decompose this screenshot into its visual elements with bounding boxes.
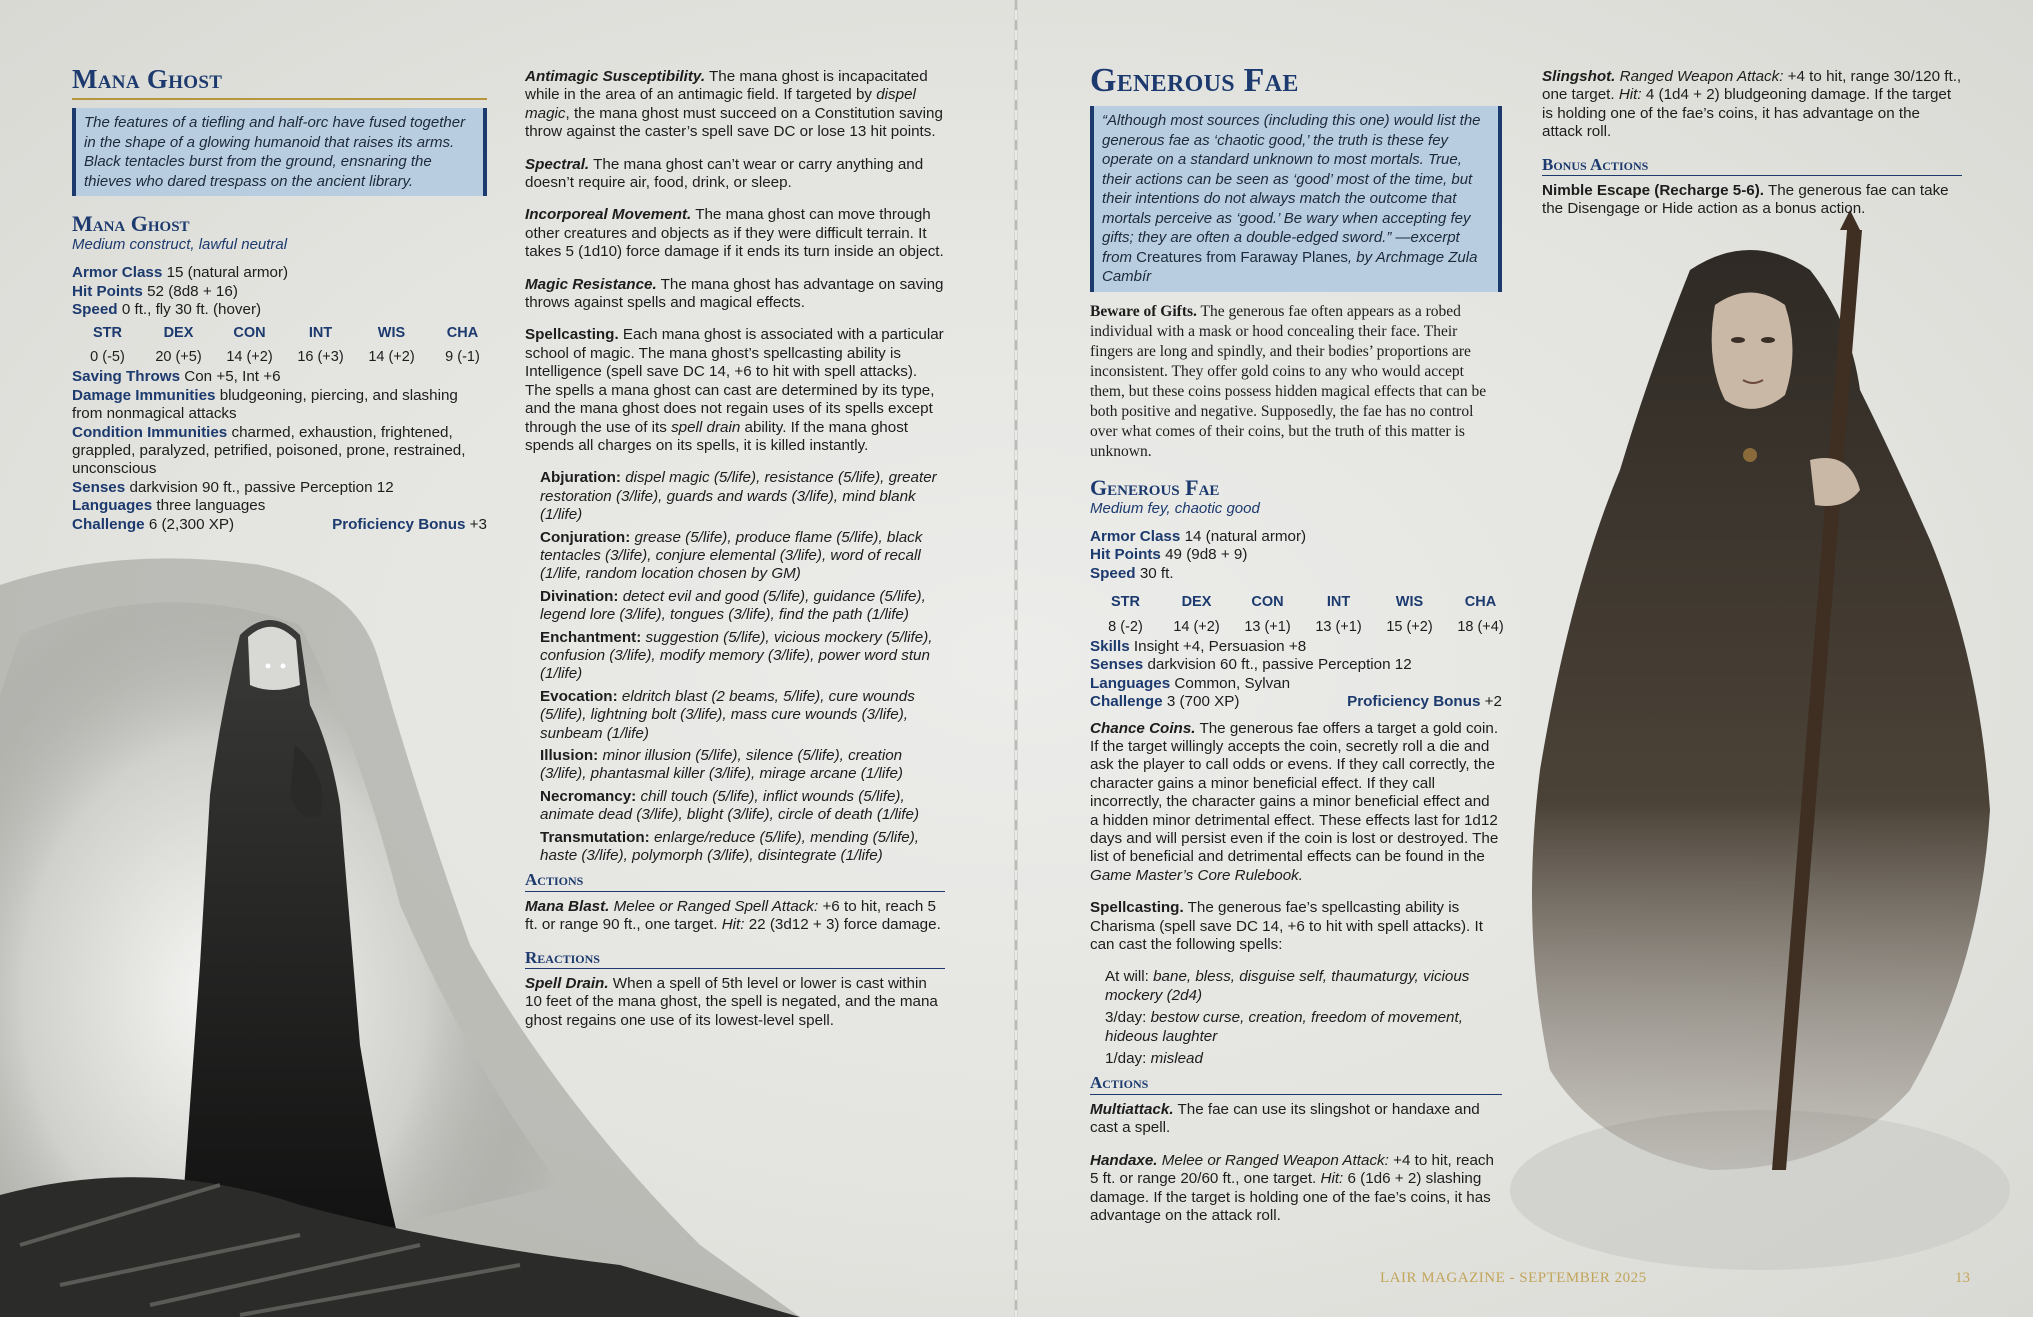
mana-ghost-column-2	[525, 68, 945, 1044]
trait-incorporeal: Incorporeal Movement. The mana ghost can move through other creatures and objects as if they were difficult terrain. It takes 5 (1d10) force damage if it ends its turn inside an object.	[525, 206, 944, 261]
section-bonus-actions: Bonus Actions	[1542, 156, 1962, 176]
ability-key: INT	[308, 324, 333, 341]
spell-school: Necromancy: chill touch (5/life), inflict wounds (5/life), animate dead (3/life), blight (3/life), circle of death (1/life)	[540, 787, 920, 824]
stat-senses: Senses darkvision 60 ft., passive Perception 12	[1090, 656, 1412, 674]
ability-key: WIS	[1395, 594, 1424, 611]
spell-school: Divination: detect evil and good (5/life), guidance (5/life), legend lore (3/life), tongues (3/life), find the path (1/life)	[540, 587, 926, 624]
page-title-mana-ghost: Mana Ghost	[72, 64, 223, 94]
stat-speed: Speed 30 ft.	[1090, 564, 1174, 582]
stat-armor-class: Armor Class 15 (natural armor)	[72, 264, 289, 282]
action-handaxe: Handaxe. Melee or Ranged Weapon Attack: +4 to hit, reach 5 ft. or range 20/60 ft., one target. Hit: 6 (1d6 + 2) slashing damage. If the target is holding one of the fae’s coins, it has advantage on the attack roll.	[1090, 1151, 1494, 1224]
ability-value: 8 (-2)	[1108, 618, 1143, 635]
reaction-spell-drain: Spell Drain. When a spell of 5th level or lower is cast within 10 feet of the mana ghost, the spell is negated, and the mana ghost regains one use of its lowest-level spell.	[525, 975, 938, 1029]
trait-magic-resistance: Magic Resistance. The mana ghost has advantage on saving throws against spells and magical effects.	[525, 275, 944, 312]
flavor-box: The features of a tiefling and half-orc have fused together in the shape of a glowing humanoid that raises its arms. Black tentacles burst from the ground, ensnaring the thieves who dared trespass on the ancient library.	[72, 108, 487, 196]
ability-value: 13 (+1)	[1244, 618, 1291, 635]
trait-antimagic: Antimagic Susceptibility. The mana ghost is incapacitated while in the area of an antimagic field. If targeted by dispel magic, the mana ghost must succeed on a Constitution saving throw against the caster’s spell save DC or lose 13 hit points.	[525, 68, 943, 141]
title-rule	[72, 98, 487, 100]
statblock-type: Medium fey, chaotic good	[1090, 499, 1260, 517]
stat-languages: Languages Common, Sylvan	[1090, 674, 1291, 692]
trait-spellcasting: Spellcasting. Each mana ghost is associated with a particular school of magic. The mana ghost’s spellcasting ability is Intelligence (spell save DC 14, +6 to hit with spell attacks). The spells a mana ghost can cast are determined by its type, and the mana ghost does not regain uses of its spells except through the use of its spell drain ability. If the mana ghost spends all charges on its spells, it is killed instantly.	[525, 326, 944, 454]
stat-condition-immunities: Condition Immunities charmed, exhaustion, frightened, grappled, paralyzed, petrified, poisoned, prone, restrained, unconscious	[72, 423, 466, 478]
generous-fae-column-2	[1542, 68, 1962, 233]
ability-key: WIS	[377, 324, 406, 341]
spell-school: Transmutation: enlarge/reduce (5/life), mending (5/life), haste (3/life), polymorph (3/life), disintegrate (1/life)	[540, 828, 920, 865]
ability-key: CON	[1251, 594, 1284, 611]
stat-challenge: Challenge 3 (700 XP) Proficiency Bonus +2	[1090, 693, 1502, 711]
page-number: 13	[1955, 1270, 1970, 1286]
ability-key: CHA	[1464, 594, 1497, 611]
ability-value: 20 (+5)	[155, 349, 202, 366]
statblock-type: Medium construct, lawful neutral	[72, 236, 288, 253]
ability-value: 13 (+1)	[1315, 618, 1362, 635]
spell-school: Illusion: minor illusion (5/life), silence (5/life), creation (3/life), phantasmal killer (3/life), mirage arcane (1/life)	[540, 747, 903, 783]
ability-value: 14 (+2)	[368, 349, 415, 366]
ability-value: 14 (+2)	[226, 349, 273, 366]
spell-3-per-day: 3/day: bestow curse, creation, freedom of movement, hideous laughter	[1105, 1009, 1463, 1045]
generous-fae-illustration	[1510, 210, 2010, 1270]
ability-value: 18 (+4)	[1457, 618, 1504, 635]
stat-hit-points: Hit Points 52 (8d8 + 16)	[72, 282, 238, 300]
ability-value: 9 (-1)	[445, 349, 480, 366]
ability-key: CHA	[446, 324, 479, 341]
spell-school: Evocation: eldritch blast (2 beams, 5/life), cure wounds (5/life), lightning bolt (3/life), mass cure wounds (3/life), sunbeam (1/life)	[540, 687, 915, 742]
spell-1-per-day: 1/day: mislead	[1105, 1050, 1203, 1068]
stat-speed: Speed 0 ft., fly 30 ft. (hover)	[72, 301, 262, 319]
trait-chance-coins: Chance Coins. The generous fae offers a target a gold coin. If the target willingly accepts the coin, secretly roll a die and ask the player to call odds or evens. If they call correctly, the character gains a minor beneficial effect. If they call incorrectly, the character gains a minor beneficial effect and a hidden minor detrimental effect. These effects last for 1d12 days and will persist even if the coin is lost or destroyed. The list of beneficial and detrimental effects can be found in the Game Master’s Core Rulebook.	[1090, 719, 1499, 884]
ability-value: 0 (-5)	[90, 349, 125, 366]
trait-spectral: Spectral. The mana ghost can’t wear or carry anything and doesn’t require air, food, drink, or sleep.	[525, 155, 924, 192]
ability-key: DEX	[163, 324, 194, 341]
ability-value: 14 (+2)	[1173, 618, 1220, 635]
ability-scores	[72, 324, 487, 367]
stat-saving-throws: Saving Throws Con +5, Int +6	[72, 368, 281, 386]
stat-armor-class: Armor Class 14 (natural armor)	[1090, 527, 1307, 545]
stat-languages: Languages three languages	[72, 497, 266, 515]
statblock-name: Generous Fae	[1090, 474, 1220, 500]
section-actions: Actions	[1090, 1074, 1502, 1094]
page-title-generous-fae: Generous Fae	[1090, 62, 1299, 99]
spell-school: Conjuration: grease (5/life), produce flame (5/life), black tentacles (3/life), conjure elemental (3/life), word of recall (1/life, random location chosen by GM)	[540, 528, 923, 583]
ability-key: INT	[1326, 594, 1351, 611]
ability-value: 15 (+2)	[1386, 618, 1433, 635]
spell-school: Abjuration: dispel magic (5/life), resistance (5/life), greater restoration (3/life), guards and wards (3/life), mind blank (1/life)	[540, 469, 937, 524]
ability-scores	[1090, 593, 1502, 636]
generous-fae-column-1	[1090, 62, 1502, 1239]
spell-at-will: At will: bane, bless, disguise self, thaumaturgy, vicious mockery (2d4)	[1105, 968, 1470, 1004]
stat-hit-points: Hit Points 49 (9d8 + 9)	[1090, 546, 1248, 564]
stat-damage-immunities: Damage Immunities bludgeoning, piercing, and slashing from nonmagical attacks	[72, 386, 458, 423]
statblock-name: Mana Ghost	[72, 211, 190, 236]
section-actions: Actions	[525, 871, 945, 891]
section-reactions: Reactions	[525, 949, 945, 969]
action-multiattack: Multiattack. The fae can use its slingshot or handaxe and cast a spell.	[1090, 1100, 1480, 1137]
action-slingshot: Slingshot. Ranged Weapon Attack: +4 to hit, range 30/120 ft., one target. Hit: 4 (1d4 + 2) bludgeoning damage. If the target is holding one of the fae’s coins, it has advantage on the attack roll.	[1542, 68, 1962, 141]
fae-spell-list	[1090, 968, 1502, 1068]
spell-school: Enchantment: suggestion (5/life), vicious mockery (5/life), confusion (3/life), modify memory (3/life), power word stun (1/life)	[540, 628, 933, 683]
ability-value: 16 (+3)	[297, 349, 344, 366]
action-mana-blast: Mana Blast. Melee or Ranged Spell Attack: +6 to hit, reach 5 ft. or range 90 ft., one target. Hit: 22 (3d12 + 3) force damage.	[525, 897, 941, 934]
ability-key: CON	[233, 324, 266, 341]
quote-box: “Although most sources (including this one) would list the generous fae as ‘chaotic good,’ the truth is these fey operate on a standard unknown to most mortals. True, their actions can be seen as ‘good’ most of the time, but their intentions do not always match the outcome that mortals perceive as ‘good.’ Be wary when accepting fey gifts; they are often a double-edged sword.” —excerpt from Creatures from Faraway Planes, by Archmage Zula Cambír	[1090, 106, 1502, 292]
stat-skills: Skills Insight +4, Persuasion +8	[1090, 637, 1307, 655]
ability-key: DEX	[1181, 594, 1212, 611]
gutter-fold-line	[1015, 0, 1017, 1317]
spell-school-list	[525, 469, 945, 865]
mana-ghost-column-1	[72, 64, 487, 534]
bonus-nimble-escape: Nimble Escape (Recharge 5-6). The generous fae can take the Disengage or Hide action as a bonus action.	[1542, 182, 1949, 218]
ability-key: STR	[1111, 594, 1140, 611]
lore-beware-of-gifts: Beware of Gifts. The generous fae often appears as a robed individual with a mask or hood concealing their face. Their fingers are long and spindly, and their bodies’ proportions are inconsistent. They offer gold coins to any who would accept them, but these coins possess hidden magical effects that can be both positive and negative. Supposedly, the fae has no control over what comes of their coins, but the truth of this matter is unknown.	[1090, 302, 1487, 460]
ability-key: STR	[93, 324, 122, 341]
stat-senses: Senses darkvision 90 ft., passive Perception 12	[72, 478, 394, 496]
trait-spellcasting: Spellcasting. The generous fae’s spellcasting ability is Charisma (spell save DC 14, +6 to hit with spell attacks). It can cast the following spells:	[1090, 899, 1483, 954]
magazine-footer: LAIR MAGAZINE - SEPTEMBER 2025	[1380, 1270, 1647, 1286]
stat-challenge: Challenge 6 (2,300 XP) Proficiency Bonus +3	[72, 515, 487, 533]
